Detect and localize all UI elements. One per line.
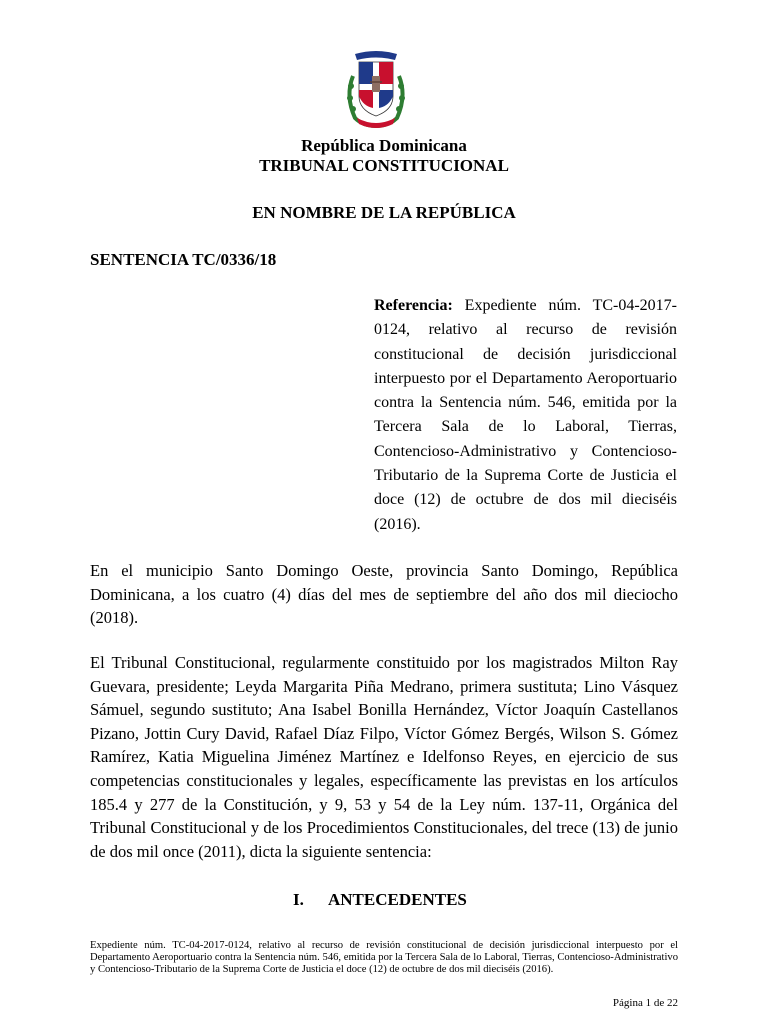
- header-invocation: EN NOMBRE DE LA REPÚBLICA: [252, 203, 516, 222]
- reference-label: Referencia:: [374, 297, 453, 314]
- section-title: ANTECEDENTES: [328, 890, 467, 909]
- paragraph-date-location: En el municipio Santo Domingo Oeste, provincia Santo Domingo, República Dominicana, a los cuatro (4) días del mes de septiembre del año dos mil dieciocho (2018).: [90, 561, 678, 627]
- section-heading: [293, 889, 467, 911]
- reference-text: Expediente núm. TC-04-2017-0124, relativo al recurso de revisión constitucional de decisión jurisdiccional interpuesto por el Departamento Aeroportuario contra la Sentencia núm. 546, emitida por la Tercera Sala de lo Laboral, Tierras, Contencioso-Administrativo y Contencioso-Tributario de la Suprema Corte de Justicia el doce (12) de octubre de dos mil dieciséis (2016).: [374, 297, 677, 533]
- coat-of-arms-icon: [341, 46, 411, 132]
- paragraph-magistrates: El Tribunal Constitucional, regularmente constituido por los magistrados Milton Ray Guevara, presidente; Leyda Margarita Piña Medrano, primera sustituta; Lino Vásquez Sámuel, segundo sustituto; Ana Isabel Bonilla Hernández, Víctor Joaquín Castellanos Pizano, Jottin Cury David, Rafael Díaz Filpo, Víctor Gómez Bergés, Wilson S. Gómez Ramírez, Katia Miguelina Jiménez Martínez e Idelfonso Reyes, en ejercicio de sus competencias constitucionales y legales, específicamente las previstas en los artículos 185.4 y 277 de la Constitución, y 9, 53 y 54 de la Ley núm. 137-11, Orgánica del Tribunal Constitucional y de los Procedimientos Constitucionales, del trece (13) de junio de dos mil once (2011), dicta la siguiente sentencia:: [90, 653, 678, 861]
- header-country: República Dominicana: [301, 136, 467, 155]
- footer-reference: Expediente núm. TC-04-2017-0124, relativo al recurso de revisión constitucional de decisión jurisdiccional interpuesto por el Departamento Aeroportuario contra la Sentencia núm. 546, emitida por la Tercera Sala de lo Laboral, Tierras, Contencioso-Administrativo y Contencioso-Tributario de la Suprema Corte de Justicia el doce (12) de octubre de dos mil dieciséis (2016).: [90, 940, 678, 976]
- section-number: I.: [293, 890, 304, 909]
- reference-block: [374, 294, 677, 537]
- page-number: Página 1 de 22: [612, 997, 678, 1009]
- header-court: TRIBUNAL CONSTITUCIONAL: [259, 156, 509, 175]
- sentence-id: SENTENCIA TC/0336/18: [90, 250, 277, 269]
